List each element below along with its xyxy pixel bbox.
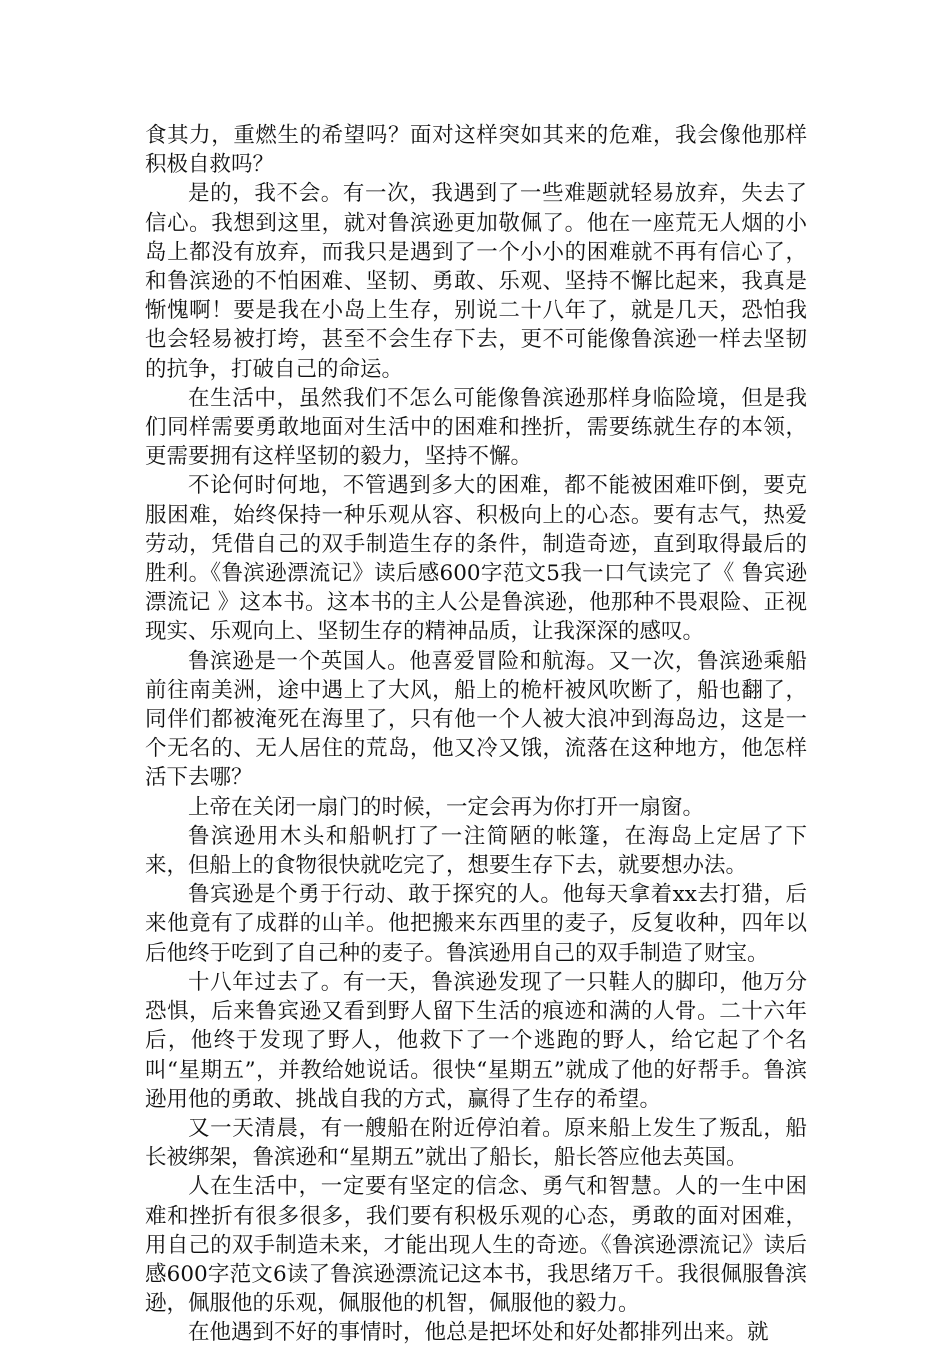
paragraph: 是的，我不会。有一次，我遇到了一些难题就轻易放弃，失去了信心。我想到这里，就对鲁滨逊更加敬佩了。他在一座荒无人烟的小岛上都没有放弃，而我只是遇到了一个小小的困难就不再有信心了，和鲁滨逊的不怕困难、坚韧、勇敢、乐观、坚持不懈比起来，我真是惭愧啊！要是我在小岛上生存，别说二十八年了，就是几天，恐怕我也会轻易被打垮，甚至不会生存下去，更不可能像鲁滨逊一样去坚韧的抗争，打破自己的命运。 — [145, 181, 807, 382]
paragraph: 鲁滨逊用木头和船帆打了一注简陋的帐篷，在海岛上定居了下来，但船上的食物很快就吃完了，想要生存下去，就要想办法。 — [145, 823, 807, 879]
paragraph: 人在生活中，一定要有坚定的信念、勇气和智慧。人的一生中困难和挫折有很多很多，我们要有积极乐观的心态，勇敢的面对困难，用自己的双手制造未来，才能出现人生的奇迹。《鲁滨逊漂流记》读后感600字范文6读了鲁滨逊漂流记这本书，我思绪万千。我很佩服鲁滨逊，佩服他的乐观，佩服他的机智，佩服他的毅力。 — [145, 1174, 807, 1317]
paragraph: 食其力，重燃生的希望吗？面对这样突如其来的危难，我会像他那样积极自救吗？ — [145, 123, 807, 178]
paragraph: 上帝在关闭一扇门的时候，一定会再为你打开一扇窗。 — [188, 794, 705, 820]
paragraph: 在生活中，虽然我们不怎么可能像鲁滨逊那样身临险境，但是我们同样需要勇敢地面对生活中的困难和挫折，需要练就生存的本领，更需要拥有这样坚韧的毅力，坚持不懈。 — [145, 385, 807, 470]
paragraph: 又一天清晨，有一艘船在附近停泊着。原来船上发生了叛乱，船长被绑架，鲁滨逊和“星期五”就出了船长，船长答应他去英国。 — [145, 1115, 807, 1171]
paragraph: 鲁滨逊是一个英国人。他喜爱冒险和航海。又一次，鲁滨逊乘船前往南美洲，途中遇上了大风，船上的桅杆被风吹断了，船也翻了，同伴们都被淹死在海里了，只有他一个人被大浪冲到海岛边，这是一个无名的、无人居住的荒岛，他又冷又饿，流落在这种地方，他怎样活下去哪？ — [145, 648, 807, 791]
paragraph: 不论何时何地，不管遇到多大的困难，都不能被困难吓倒，要克服困难，始终保持一种乐观从容、积极向上的心态。要有志气，热爱劳动，凭借自己的双手制造生存的条件，制造奇迹，直到取得最后的胜利。《鲁滨逊漂流记》读后感600字范文5我一口气读完了《 鲁宾逊漂流记 》这本书。这本书的主人公是鲁滨逊，他那种不畏艰险、正视现实、乐观向上、坚韧生存的精神品质，让我深深的感叹。 — [145, 473, 807, 645]
paragraph: 鲁宾逊是个勇于行动、敢于探究的人。他每天拿着xx去打猎，后来他竟有了成群的山羊。他把搬来东西里的麦子，反复收种，四年以后他终于吃到了自己种的麦子。鲁滨逊用自己的双手制造了财宝。 — [145, 882, 807, 966]
paragraph: 十八年过去了。有一天，鲁滨逊发现了一只鞋人的脚印，他万分恐惧，后来鲁宾逊又看到野人留下生活的痕迹和满的人骨。二十六年后，他终于发现了野人，他救下了一个逃跑的野人，给它起了个名叫“星期五”，并教给她说话。很快“星期五”就成了他的好帮手。鲁滨逊用他的勇敢、挑战自我的方式，赢得了生存的希望。 — [145, 969, 807, 1112]
paragraph: 在他遇到不好的事情时，他总是把坏处和好处都排列出来。就 — [188, 1320, 769, 1346]
document-page — [145, 121, 807, 1348]
